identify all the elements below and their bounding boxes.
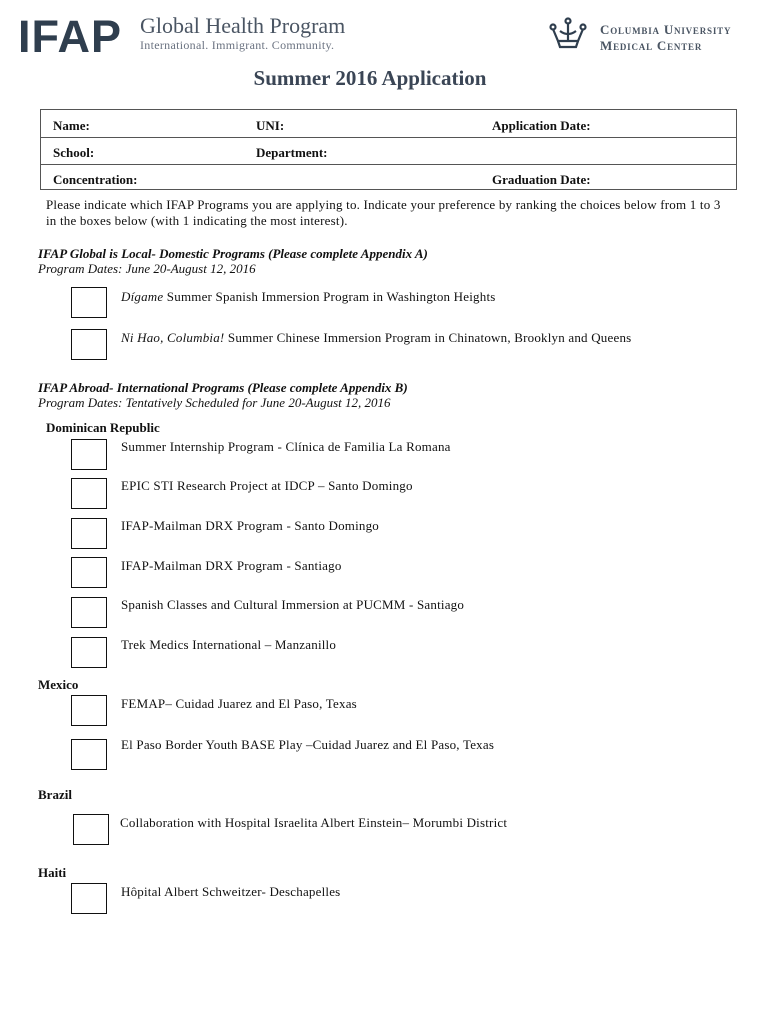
department-label[interactable]: Department: bbox=[256, 145, 328, 160]
rank-box-trek-medics[interactable] bbox=[71, 637, 107, 668]
program-item: FEMAP– Cuidad Juarez and El Paso, Texas bbox=[121, 696, 357, 711]
program-title: Global Health Program bbox=[140, 13, 346, 38]
rank-box-epic[interactable] bbox=[71, 478, 107, 509]
international-dates: Program Dates: Tentatively Scheduled for June 20-August 12, 2016 bbox=[38, 395, 391, 410]
page-title: Summer 2016 Application bbox=[253, 66, 487, 90]
school-label[interactable]: School: bbox=[53, 145, 95, 160]
program-nihao: Ni Hao, Columbia! Summer Chinese Immersion Program in Chinatown, Brooklyn and Queens bbox=[121, 330, 632, 345]
rank-box-pucmm[interactable] bbox=[71, 597, 107, 628]
name-label[interactable]: Name: bbox=[53, 118, 90, 133]
program-item: IFAP-Mailman DRX Program - Santo Domingo bbox=[121, 518, 379, 533]
university-center: Medical Center bbox=[600, 38, 703, 53]
university-name: Columbia University bbox=[600, 22, 732, 37]
country-haiti: Haiti bbox=[38, 865, 67, 880]
program-item: Hôpital Albert Schweitzer- Deschapelles bbox=[121, 884, 341, 899]
program-item: Trek Medics International – Manzanillo bbox=[121, 637, 337, 652]
rank-box-base-play[interactable] bbox=[71, 739, 107, 770]
rank-box-digame[interactable] bbox=[71, 287, 107, 318]
uni-label[interactable]: UNI: bbox=[256, 118, 285, 133]
program-item: EPIC STI Research Project at IDCP – Santo Domingo bbox=[121, 478, 413, 493]
table-divider bbox=[41, 137, 736, 138]
rank-box-einstein[interactable] bbox=[73, 814, 109, 845]
program-item: El Paso Border Youth BASE Play –Cuidad Juarez and El Paso, Texas bbox=[121, 737, 495, 752]
application-date-label[interactable]: Application Date: bbox=[492, 118, 591, 133]
concentration-label[interactable]: Concentration: bbox=[53, 172, 138, 187]
table-divider bbox=[41, 164, 736, 165]
program-item: Spanish Classes and Cultural Immersion at PUCMM - Santiago bbox=[121, 597, 465, 612]
program-item: Summer Internship Program - Clínica de Familia La Romana bbox=[121, 439, 451, 454]
graduation-date-label[interactable]: Graduation Date: bbox=[492, 172, 591, 187]
program-subtitle: International. Immigrant. Community. bbox=[140, 38, 335, 52]
domestic-heading: IFAP Global is Local- Domestic Programs (Please complete Appendix A) bbox=[38, 246, 428, 261]
rank-box-femap[interactable] bbox=[71, 695, 107, 726]
instructions-text: Please indicate which IFAP Programs you are applying to. Indicate your preference by ranking the choices below from 1 to 3 in the boxes below (with 1 indicating the most interest). bbox=[46, 197, 721, 228]
rank-box-clinica[interactable] bbox=[71, 439, 107, 470]
rank-box-schweitzer[interactable] bbox=[71, 883, 107, 914]
ifap-logo: IFAP bbox=[18, 11, 123, 62]
country-mexico: Mexico bbox=[38, 677, 79, 692]
country-brazil: Brazil bbox=[38, 787, 72, 802]
domestic-dates: Program Dates: June 20-August 12, 2016 bbox=[38, 261, 256, 276]
program-digame: Dígame Summer Spanish Immersion Program in Washington Heights bbox=[121, 289, 496, 304]
rank-box-drx-santiago[interactable] bbox=[71, 557, 107, 588]
international-heading: IFAP Abroad- International Programs (Please complete Appendix B) bbox=[38, 380, 408, 395]
rank-box-drx-santo-domingo[interactable] bbox=[71, 518, 107, 549]
applicant-info-table bbox=[40, 109, 737, 190]
program-item: Collaboration with Hospital Israelita Albert Einstein– Morumbi District bbox=[120, 815, 508, 830]
country-dominican-republic: Dominican Republic bbox=[46, 420, 160, 435]
rank-box-nihao[interactable] bbox=[71, 329, 107, 360]
crown-icon bbox=[548, 17, 588, 51]
program-item: IFAP-Mailman DRX Program - Santiago bbox=[121, 558, 342, 573]
